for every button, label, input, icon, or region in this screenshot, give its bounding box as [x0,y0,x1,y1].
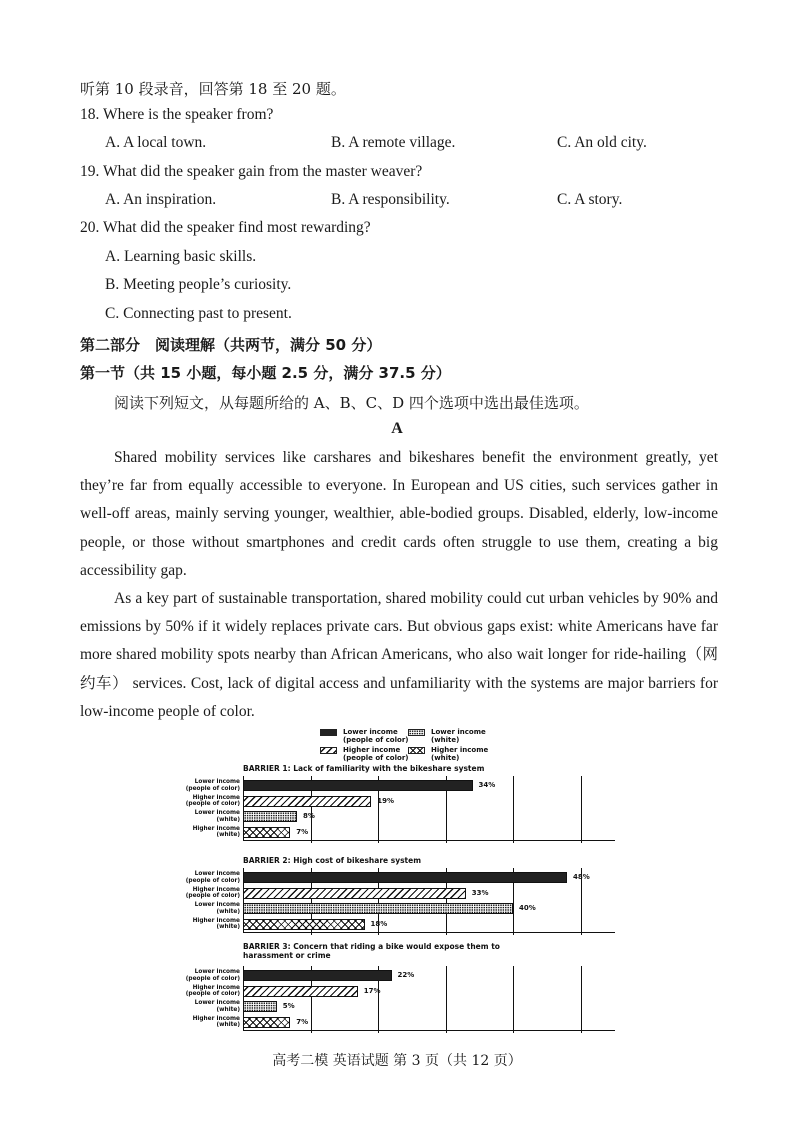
bar-value-label: 17% [363,986,381,995]
x-axis [243,840,615,841]
row-label-higher-income-poc [180,985,240,998]
row-label-lower-income-white [180,1000,240,1013]
barrier-title-line: harassment or crime [243,951,331,960]
bar-lower-income-poc [243,780,473,791]
q18-option-c: C. An old city. [557,134,647,151]
part-two-title: 第二部分 阅读理解（共两节，满分 50 分） [80,336,382,354]
row-label-line: (people of color) [185,877,240,884]
row-label-line: Lower income [194,969,240,975]
row-label-lower-income-poc [180,969,240,982]
bar-value-label: 7% [296,827,309,836]
row-label-lower-income-poc [180,779,240,792]
q20-option-b: B. Meeting people’s curiosity. [105,276,292,293]
row-label-lower-income-poc [180,871,240,884]
row-label-line: (white) [216,924,240,930]
legend-item-higher-poc [320,746,400,754]
legend-label: Higher income [431,746,489,754]
bar-value-label: 19% [377,796,395,805]
legend-swatch-diagonal [320,747,337,754]
bar-higher-income-poc [243,796,371,807]
legend-label: Lower income [343,728,398,736]
bar-value-label: 33% [471,888,489,897]
bar-value-label: 18% [370,919,388,928]
barrier-title [243,942,500,960]
legend-label: (white) [431,736,460,744]
row-label-line: (white) [216,1006,240,1013]
legend-label: (white) [431,754,460,762]
bar-value-label: 40% [519,904,536,912]
row-label-higher-income-white [180,918,240,931]
row-label-line: (white) [216,908,240,915]
listening-instruction: 听第 10 段录音，回答第 18 至 20 题。 [80,80,346,98]
legend-label: (people of color) [343,736,409,744]
question-20: 20. What did the speaker find most rewarding? [80,219,371,236]
legend-item-lower-poc [320,728,398,736]
gridline [513,776,514,843]
row-label-line: (people of color) [185,975,240,982]
bar-lower-income-white [243,811,297,822]
row-label-line: (people of color) [185,893,240,899]
row-label-line: Lower income [194,810,240,816]
row-label-line: Higher income [192,825,240,832]
bar-value-label: 7% [296,1017,309,1026]
bar-higher-income-white [243,1017,290,1028]
legend-label: Lower income [431,728,486,736]
row-label-higher-income-poc [180,795,240,808]
bar-value-label: 8% [303,812,315,820]
q20-option-c: C. Connecting past to present. [105,305,292,322]
row-label-line: (people of color) [185,991,240,997]
q19-option-b: B. A responsibility. [331,191,450,208]
row-label-line: (white) [216,1022,240,1028]
row-label-line: Lower income [194,871,240,877]
x-axis [243,1030,615,1031]
row-label-higher-income-white [180,826,240,839]
row-label-line: Lower income [194,902,240,908]
bar-higher-income-poc [243,888,466,899]
bar-higher-income-poc [243,986,358,997]
q18-option-a: A. A local town. [105,134,207,151]
row-label-line: (people of color) [185,801,240,807]
q19-option-c: C. A story. [557,191,623,208]
legend-item-lower-poc-sub [343,736,408,744]
row-label-line: Higher income [192,794,240,801]
row-label-lower-income-white [180,902,240,915]
chart-legend [320,726,620,762]
legend-item-lower-white-sub [431,736,459,744]
barrier-title-line: BARRIER 3: Concern that riding a bike would expose them to [243,942,500,951]
legend-swatch-cross [408,747,425,754]
bar-value-label: 48% [573,873,590,881]
q19-option-a: A. An inspiration. [105,191,217,208]
legend-label: (people of color) [343,754,409,762]
row-label-line: Higher income [192,917,240,924]
subsection-one-title: 第一节（共 15 小题，每小题 2.5 分，满分 37.5 分） [80,364,451,382]
bar-lower-income-white [243,903,513,914]
passage-label: A [391,420,403,437]
legend-item-lower-white [408,728,486,736]
bar-lower-income-poc [243,970,392,981]
row-label-line: (white) [216,816,240,823]
page-footer: 高考二模 英语试题 第 3 页（共 12 页） [272,1053,522,1069]
x-axis [243,932,615,933]
legend-item-higher-poc-sub [343,754,408,762]
bar-higher-income-white [243,919,365,930]
question-18: 18. Where is the speaker from? [80,106,274,123]
gridline [446,966,447,1033]
passage-paragraph-1: Shared mobility services like carshares and bikeshares benefit the environment greatly, yet they’re far from equally accessible to everyone. In European and US cities, such services gather in well-off areas, mainly serving younger, wealthier, able-bodied groups. Disabled, elderly, low-income people, or those without smartphones and credit cards often struggle to use them, creating a big accessibility gap. [80,449,718,579]
legend-label: Higher income [343,746,401,754]
barrier-title: BARRIER 1: Lack of familiarity with the bikeshare system [243,764,485,773]
bar-value-label: 22% [397,971,415,979]
row-label-line: (people of color) [185,785,240,792]
row-label-higher-income-white [180,1016,240,1029]
row-label-line: (white) [216,832,240,838]
row-label-lower-income-white [180,810,240,823]
question-19: 19. What did the speaker gain from the master weaver? [80,163,423,180]
legend-item-higher-white [408,746,488,754]
row-label-line: Lower income [194,779,240,785]
q18-option-b: B. A remote village. [331,134,456,151]
gridline [513,966,514,1033]
bar-lower-income-poc [243,872,567,883]
barriers-bar-chart [180,724,620,1034]
reading-instruction: 阅读下列短文，从每题所给的 A、B、C、D 四个选项中选出最佳选项。 [114,394,589,412]
passage-paragraph-2: As a key part of sustainable transportation, shared mobility could cut urban vehicles by 90% and emissions by 50% if it widely replaces private cars. But obvious gaps exist: white Americans have far more shared mobility spots nearby than African Americans, who also wait longer for ride-hailing（网约车） services. Cost, lack of digital access and unfamiliarity with the systems are major barriers for low-income people of color. [80,590,718,720]
legend-swatch-solid [320,729,337,736]
q20-option-a: A. Learning basic skills. [105,248,257,265]
row-label-line: Lower income [194,1000,240,1006]
bar-value-label: 34% [478,781,496,789]
row-label-line: Higher income [192,1015,240,1022]
barrier-title: BARRIER 2: High cost of bikeshare system [243,856,422,865]
bar-lower-income-white [243,1001,277,1012]
row-label-line: Higher income [192,984,240,991]
bar-value-label: 5% [282,1002,295,1010]
gridline [581,776,582,843]
legend-item-higher-white-sub [431,754,459,762]
row-label-higher-income-poc [180,887,240,900]
bar-higher-income-white [243,827,290,838]
gridline [581,966,582,1033]
legend-swatch-dotted [408,729,425,736]
row-label-line: Higher income [192,886,240,893]
